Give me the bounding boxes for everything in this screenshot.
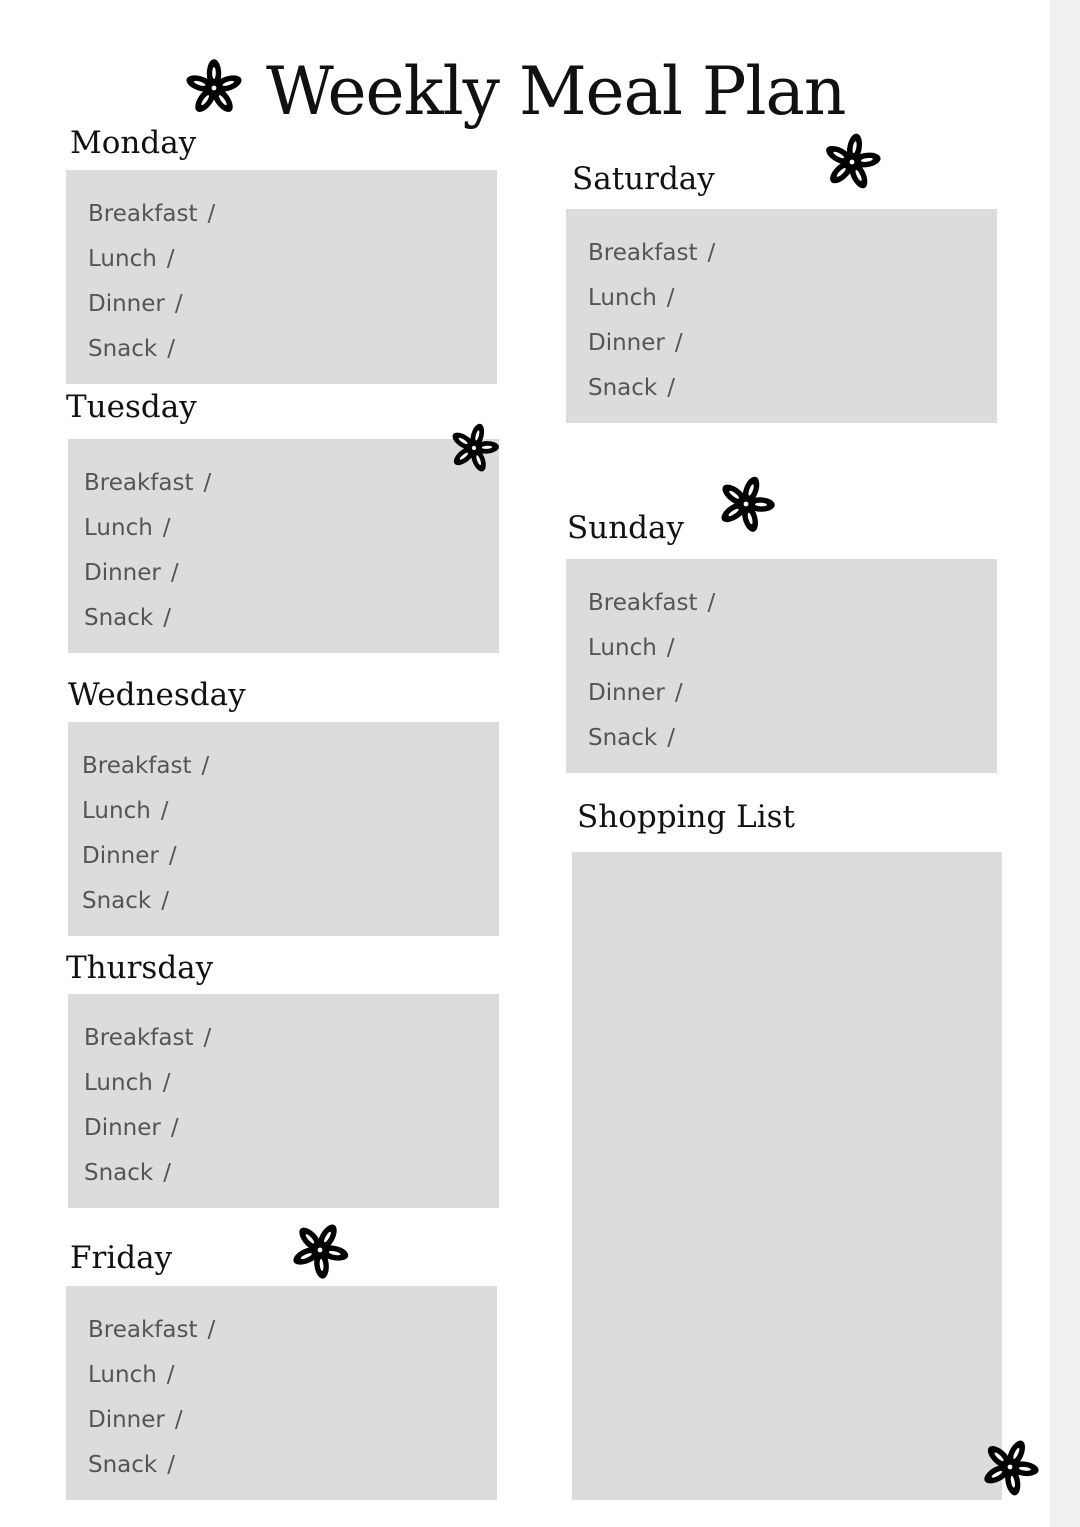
page-title: Weekly Meal Plan: [266, 53, 846, 130]
flower-icon: [980, 1437, 1040, 1497]
meal-separator: /: [174, 1407, 183, 1433]
meal-label: Breakfast: [84, 470, 194, 496]
meal-label: Breakfast: [88, 201, 198, 227]
meal-separator: /: [707, 240, 716, 266]
meal-row: [88, 192, 215, 237]
day-heading-thursday: Thursday: [66, 950, 214, 986]
meal-label: Dinner: [82, 843, 159, 869]
meal-separator: /: [707, 590, 716, 616]
meal-separator: /: [203, 1025, 212, 1051]
meal-label: Lunch: [82, 798, 151, 824]
meal-label: Lunch: [88, 1362, 157, 1388]
meal-box-saturday[interactable]: [566, 209, 997, 423]
meal-label: Lunch: [588, 285, 657, 311]
meal-box-friday[interactable]: [66, 1286, 497, 1500]
meal-label: Snack: [84, 1160, 154, 1186]
meal-label: Dinner: [588, 680, 665, 706]
meal-row: [88, 1443, 215, 1488]
meal-separator: /: [667, 725, 675, 751]
meal-separator: /: [160, 798, 169, 824]
meal-label: Breakfast: [588, 590, 698, 616]
meal-label: Dinner: [588, 330, 665, 356]
meal-label: Lunch: [588, 635, 657, 661]
meal-row: [88, 1353, 215, 1398]
flower-icon: [184, 58, 244, 118]
meal-row: [84, 1106, 211, 1151]
meal-label: Breakfast: [84, 1025, 194, 1051]
meal-label: Breakfast: [82, 753, 192, 779]
meal-separator: /: [667, 375, 675, 401]
meal-row: [588, 231, 715, 276]
meal-row: [588, 671, 715, 716]
meal-separator: /: [170, 560, 179, 586]
meal-separator: /: [166, 246, 175, 272]
meal-separator: /: [163, 1160, 171, 1186]
meal-row: [588, 626, 715, 671]
meal-row: [88, 327, 215, 372]
meal-label: Dinner: [88, 291, 165, 317]
meal-separator: /: [201, 753, 210, 779]
meal-box-tuesday[interactable]: [68, 439, 499, 653]
flower-icon: [448, 422, 500, 474]
meal-row: [82, 879, 209, 924]
day-heading-saturday: Saturday: [572, 161, 715, 197]
meal-label: Snack: [88, 336, 158, 362]
meal-label: Snack: [84, 605, 154, 631]
meal-box-wednesday[interactable]: [68, 722, 499, 936]
shopping-list-heading: Shopping List: [577, 799, 795, 835]
meal-separator: /: [174, 291, 183, 317]
flower-icon: [822, 132, 882, 192]
meal-label: Snack: [82, 888, 152, 914]
day-heading-tuesday: Tuesday: [66, 389, 197, 425]
meal-row: [588, 366, 715, 411]
meal-separator: /: [170, 1115, 179, 1141]
meal-row: [82, 789, 209, 834]
meal-box-sunday[interactable]: [566, 559, 997, 773]
meal-row: [588, 321, 715, 366]
meal-separator: /: [168, 843, 177, 869]
meal-label: Snack: [88, 1452, 158, 1478]
meal-row: [88, 237, 215, 282]
meal-label: Snack: [588, 725, 658, 751]
meal-row: [588, 716, 715, 761]
day-heading-sunday: Sunday: [567, 510, 685, 546]
meal-separator: /: [167, 1452, 175, 1478]
meal-label: Lunch: [84, 515, 153, 541]
meal-label: Dinner: [84, 560, 161, 586]
day-heading-wednesday: Wednesday: [68, 677, 246, 713]
meal-box-thursday[interactable]: [68, 994, 499, 1208]
meal-label: Snack: [588, 375, 658, 401]
meal-row: [88, 282, 215, 327]
meal-separator: /: [666, 285, 675, 311]
meal-row: [84, 551, 211, 596]
flower-icon: [290, 1220, 350, 1280]
meal-row: [84, 596, 211, 641]
day-heading-friday: Friday: [70, 1240, 173, 1276]
meal-separator: /: [203, 470, 212, 496]
page-edge: [1050, 0, 1080, 1527]
meal-separator: /: [207, 201, 216, 227]
meal-label: Breakfast: [88, 1317, 198, 1343]
meal-label: Lunch: [88, 246, 157, 272]
meal-separator: /: [166, 1362, 175, 1388]
meal-separator: /: [674, 680, 683, 706]
meal-label: Breakfast: [588, 240, 698, 266]
meal-box-monday[interactable]: [66, 170, 497, 384]
meal-row: [588, 276, 715, 321]
meal-row: [82, 834, 209, 879]
flower-icon: [716, 474, 776, 534]
meal-label: Dinner: [84, 1115, 161, 1141]
meal-row: [588, 581, 715, 626]
meal-separator: /: [161, 888, 169, 914]
meal-row: [84, 1151, 211, 1196]
meal-row: [84, 1061, 211, 1106]
meal-separator: /: [163, 605, 171, 631]
meal-label: Dinner: [88, 1407, 165, 1433]
shopping-list-box[interactable]: [572, 852, 1002, 1500]
day-heading-monday: Monday: [70, 125, 197, 161]
meal-separator: /: [666, 635, 675, 661]
meal-row: [88, 1308, 215, 1353]
meal-separator: /: [162, 1070, 171, 1096]
meal-row: [84, 506, 211, 551]
meal-separator: /: [207, 1317, 216, 1343]
meal-row: [84, 1016, 211, 1061]
meal-row: [88, 1398, 215, 1443]
meal-separator: /: [162, 515, 171, 541]
meal-row: [82, 744, 209, 789]
meal-separator: /: [167, 336, 175, 362]
meal-separator: /: [674, 330, 683, 356]
meal-label: Lunch: [84, 1070, 153, 1096]
meal-row: [84, 461, 211, 506]
